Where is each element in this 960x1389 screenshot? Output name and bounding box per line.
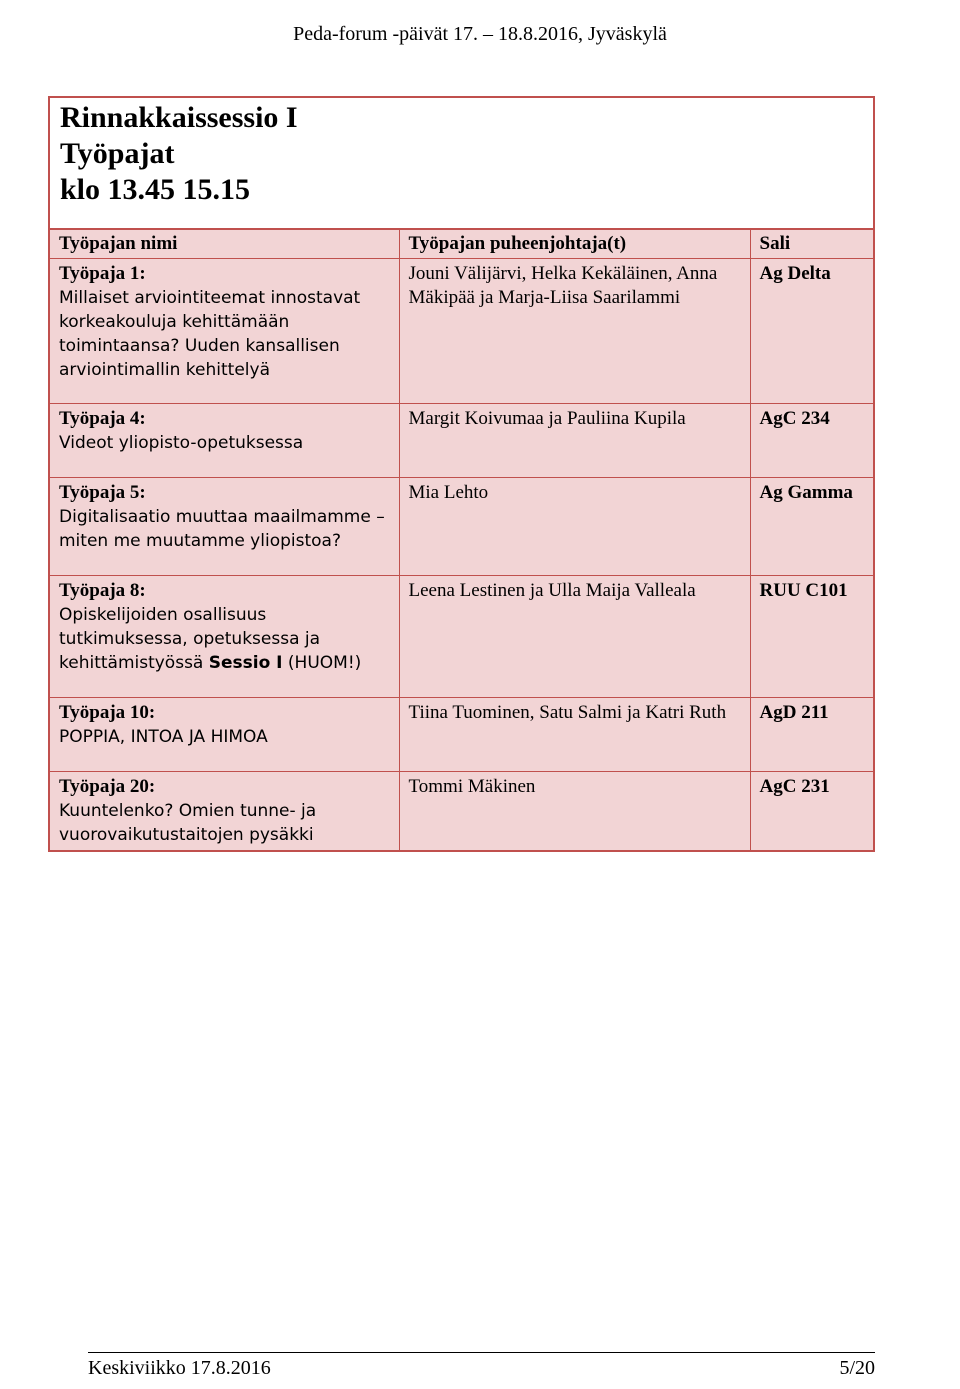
table-row: [50, 404, 873, 478]
footer-date: Keskiviikko 17.8.2016: [88, 1357, 271, 1379]
page-header: Peda-forum -päivät 17. – 18.8.2016, Jyväskylä: [293, 23, 667, 45]
column-header-name: Työpajan nimi: [50, 230, 399, 259]
workshop-room: AgC 234: [750, 404, 873, 478]
workshop-cell: [50, 576, 399, 698]
workshop-description: POPPIA, INTOA JA HIMOA: [59, 727, 268, 747]
workshop-label: Työpaja 1:: [59, 263, 146, 284]
workshop-leaders: Jouni Välijärvi, Helka Kekäläinen, Anna Mäkipää ja Marja-Liisa Saarilammi: [399, 259, 750, 404]
session-time: klo 13.45 15.15: [60, 173, 251, 206]
workshop-room: RUU C101: [750, 576, 873, 698]
workshop-cell: [50, 404, 399, 478]
table-row: [50, 576, 873, 698]
workshop-label: Työpaja 10:: [59, 702, 156, 723]
workshop-cell: [50, 772, 399, 851]
workshop-label: Työpaja 5:: [59, 482, 146, 503]
page-footer: [88, 1352, 875, 1379]
page-number: 5/20: [839, 1357, 875, 1379]
workshop-cell: [50, 259, 399, 404]
workshop-label: Työpaja 4:: [59, 408, 146, 429]
session-frame: [48, 96, 875, 852]
workshop-cell: [50, 478, 399, 576]
column-header-room: Sali: [750, 230, 873, 259]
workshop-description-session: Sessio I: [208, 653, 283, 673]
workshop-description-text: Opiskelijoiden osallisuus tutkimuksessa, opetuksessa ja kehittämistyössä: [59, 605, 321, 673]
workshop-leaders: Tiina Tuominen, Satu Salmi ja Katri Ruth: [399, 698, 750, 772]
workshop-leaders: Mia Lehto: [399, 478, 750, 576]
column-header-leaders: Työpajan puheenjohtaja(t): [399, 230, 750, 259]
table-header-row: [50, 230, 873, 259]
workshop-leaders: Margit Koivumaa ja Pauliina Kupila: [399, 404, 750, 478]
workshop-description: Videot yliopisto-opetuksessa: [59, 433, 304, 453]
workshop-description: Kuuntelenko? Omien tunne- ja vuorovaikutustaitojen pysäkki: [59, 801, 317, 845]
workshop-room: Ag Gamma: [750, 478, 873, 576]
workshop-leaders: Leena Lestinen ja Ulla Maija Valleala: [399, 576, 750, 698]
workshop-description: Millaiset arviointiteemat innostavat korkeakouluja kehittämään toimintaansa? Uuden kansallisen arviointimallin kehittelyä: [59, 288, 361, 380]
workshop-description: Digitalisaatio muuttaa maailmamme – miten me muutamme yliopistoa?: [59, 507, 385, 551]
session-subtitle: Työpajat: [60, 137, 175, 170]
table-row: [50, 478, 873, 576]
workshop-room: AgC 231: [750, 772, 873, 851]
title-block: [50, 98, 873, 230]
workshop-description-note: (HUOM!): [287, 653, 362, 673]
workshop-label: Työpaja 20:: [59, 776, 156, 797]
session-title: Rinnakkaissessio I: [60, 101, 298, 134]
workshop-table: [50, 230, 873, 850]
table-row: [50, 772, 873, 851]
workshop-room: Ag Delta: [750, 259, 873, 404]
workshop-room: AgD 211: [750, 698, 873, 772]
workshop-description: [59, 603, 390, 675]
table-row: [50, 698, 873, 772]
workshop-leaders: Tommi Mäkinen: [399, 772, 750, 851]
workshop-label: Työpaja 8:: [59, 580, 146, 601]
workshop-cell: [50, 698, 399, 772]
table-row: [50, 259, 873, 404]
